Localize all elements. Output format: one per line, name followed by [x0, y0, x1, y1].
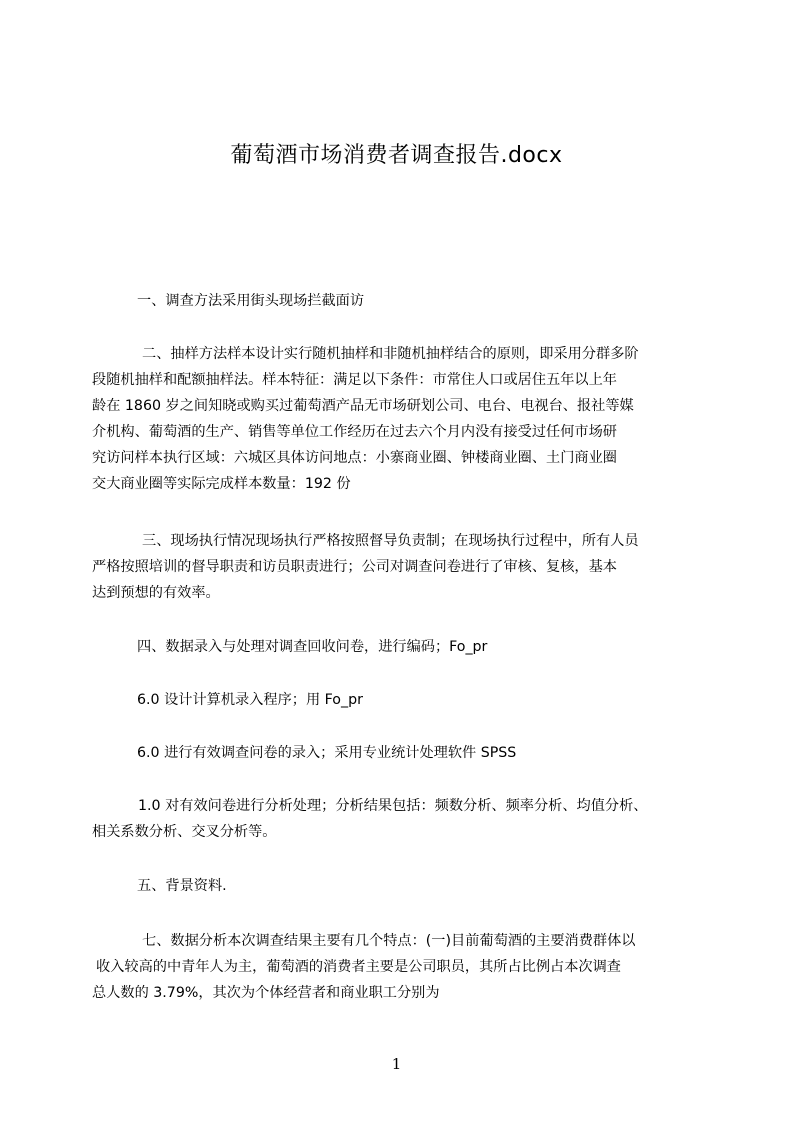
paragraph-line: 交大商业圈等实际完成样本数量：192 份: [92, 476, 351, 492]
paragraph-line: 三、现场执行情况现场执行严格按照督导负责制；在现场执行过程中，所有人员: [142, 533, 639, 549]
paragraph-line: 四、数据录入与处理对调查回收问卷，进行编码；Fo_pr: [137, 639, 488, 655]
paragraph-survey-method: [92, 288, 712, 314]
paragraph-line: 6.0 设计计算机录入程序；用 Fo_pr: [137, 692, 363, 708]
paragraph-line: 二、抽样方法样本设计实行随机抽样和非随机抽样结合的原则，即采用分群多阶: [142, 346, 639, 362]
paragraph-line: 达到预想的有效率。: [92, 585, 220, 601]
paragraph-line: 相关系数分析、交叉分析等。: [92, 824, 277, 840]
paragraph-line: 段随机抽样和配额抽样法。样本特征：满足以下条件：市常住人口或居住五年以上年: [92, 372, 617, 388]
paragraph-line: 龄在 1860 岁之间知晓或购买过葡萄酒产品无市场研划公司、电台、电视台、报社等媒: [92, 398, 634, 414]
paragraph-data-entry: [92, 634, 712, 660]
paragraph-line: 究访问样本执行区域：六城区具体访问地点：小寨商业圈、钟楼商业圈、土门商业圈: [92, 450, 617, 466]
paragraph-line: 收入较高的中青年人为主，葡萄酒的消费者主要是公司职员，其所占比例占本次调查: [96, 959, 621, 975]
paragraph-sampling-method: [92, 341, 712, 497]
paragraph-line: 1.0 对有效问卷进行分析处理；分析结果包括：频数分析、频率分析、均值分析、: [138, 798, 648, 814]
paragraph-line: 七、数据分析本次调查结果主要有几个特点：(一)目前葡萄酒的主要消费群体以: [142, 933, 636, 949]
paragraph-background: [92, 873, 712, 899]
page-number: 1: [391, 1055, 402, 1073]
paragraph-line: 一、调查方法采用街头现场拦截面访: [137, 293, 365, 309]
paragraph-data-analysis: [92, 928, 712, 1006]
paragraph-design-program: [92, 687, 712, 713]
paragraph-line: 介机构、葡萄酒的生产、销售等单位工作经历在过去六个月内没有接受过任何市场研: [92, 424, 617, 440]
paragraph-valid-entry: [92, 740, 712, 766]
paragraph-line: 五、背景资料.: [137, 878, 227, 894]
paragraph-line: 严格按照培训的督导职责和访员职责进行；公司对调查问卷进行了审核、复核，基本: [92, 559, 617, 575]
paragraph-line: 总人数的 3.79%，其次为个体经营者和商业职工分别为: [92, 985, 440, 1001]
paragraph-line: 6.0 进行有效调查问卷的录入；采用专业统计处理软件 SPSS: [137, 745, 517, 761]
paragraph-analysis: [92, 793, 712, 845]
paragraph-field-execution: [92, 528, 712, 606]
document-title: 葡萄酒市场消费者调查报告.docx: [230, 143, 563, 168]
